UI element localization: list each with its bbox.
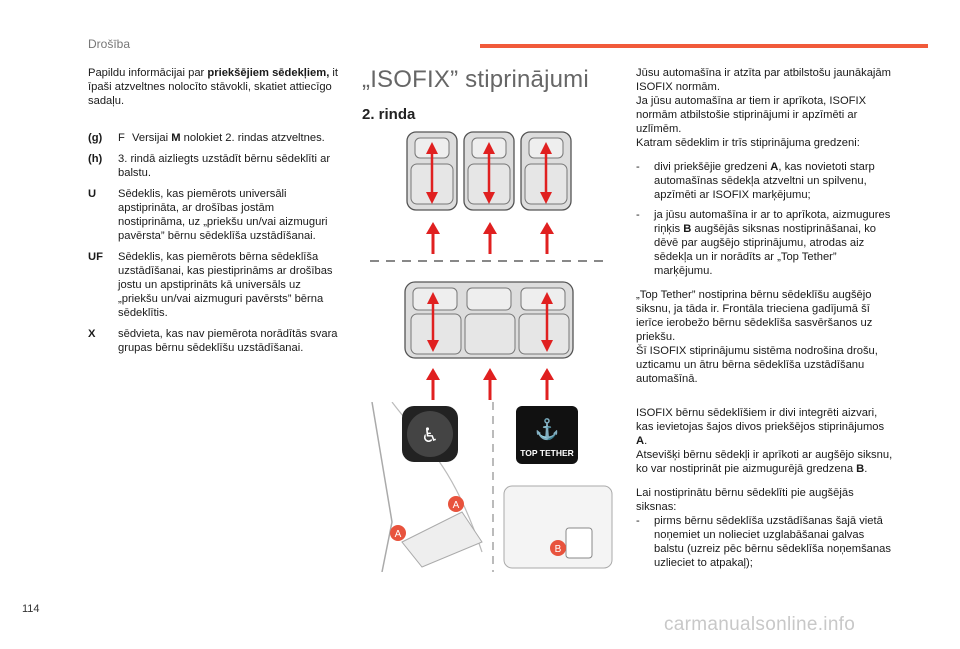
legend-item: (h) 3. rindā aizliegts uzstādīt bērnu sēdeklīti ar balstu. xyxy=(88,153,331,179)
marker-a-2: A xyxy=(394,529,402,540)
marker-b: B xyxy=(554,544,562,555)
list-item: - divi priekšējie gredzeni A, kas novietoti starp automašīnas sēdekļa atzveltni un spilvenu, apzīmēti ar ISOFIX marķējumu; xyxy=(636,161,875,201)
seat-diagram-top xyxy=(395,128,585,278)
list-item: - ja jūsu automašīna ir ar to aprīkota, aizmugures riņķis B augšējās siksnas nostiprināšanai, ko dēvē par augšējo stiprinājumu, atrodas aiz sēdekļa un ir norādīts ar „Top Tether” marķējumu. xyxy=(636,209,891,277)
paragraph: „Top Tether” nostiprina bērnu sēdeklīšu augšējo siksnu, ja tāda ir. Frontāla trieciena gadījumā šī ierīce ierobežo bērnu sēdeklīša sasvēršanos uz priekšu. Šī ISOFIX stiprinājumu sistēma nodrošina drošu, uzticamu un ātru bērna sēdeklīša uzstādīšanu automašīnā. xyxy=(636,289,878,385)
seat-diagram-bottom xyxy=(395,280,585,402)
watermark: carmanualsonline.info xyxy=(664,614,856,635)
legend-item: (g) F Versijai M nolokiet 2. rindas atzveltnes. xyxy=(88,132,325,144)
list-item: - pirms bērnu sēdeklīša uzstādīšanas šajā vietā noņemiet un nolieciet uzglabāšanai galvas balstu (uzreiz pēc bērnu sēdeklīša noņemšanas uzlieciet to atpakaļ); xyxy=(636,515,891,569)
svg-text:♿: ♿ xyxy=(421,423,439,447)
intro-paragraph: Papildu informācijai par priekšējiem sēdekļiem, it īpaši atzveltnes nolocīto stāvokli, skatiet attiecīgo sadaļu. xyxy=(88,67,339,107)
legend-item: X sēdvieta, kas nav piemērota norādītās svara grupas bērnu sēdeklīšu uzstādīšanai. xyxy=(88,328,338,354)
isofix-title: „ISOFIX” stiprinājumi xyxy=(362,66,589,93)
isofix-photo xyxy=(362,402,492,572)
top-tether-photo xyxy=(496,402,616,572)
row-title: 2. rinda xyxy=(362,106,416,123)
legend-list xyxy=(88,131,343,355)
top-tether-label: TOP TETHER xyxy=(520,448,574,458)
marker-a-1: A xyxy=(452,500,460,511)
header-accent-bar xyxy=(480,44,928,48)
paragraph: Jūsu automašīna ir atzīta par atbilstošu jaunākajām ISOFIX normām. Ja jūsu automašīna ar tiem ir aprīkota, ISOFIX normām atbilstošie stiprinājumi ir apzīmēti ar uzlīmēm. Katram sēdeklim ir trīs stiprinājuma gredzeni: xyxy=(636,67,891,149)
legend-item: U Sēdeklis, kas piemērots universāli apstiprināta, ar drošības jostām nostiprināma, uz „priekšu un/vai aizmuguri pavērsta” bērnu sēdeklīša uzstādīšanai. xyxy=(88,188,328,242)
column-middle xyxy=(362,66,607,123)
section-label: Drošība xyxy=(88,37,131,51)
column-right xyxy=(636,66,896,576)
paragraph: Lai nostiprinātu bērnu sēdeklīti pie augšējās siksnas: xyxy=(636,487,854,513)
dashed-separator xyxy=(370,258,610,264)
svg-text:⚓: ⚓ xyxy=(534,419,560,441)
column-left xyxy=(88,66,343,362)
photo-divider xyxy=(491,402,495,572)
page-number: 114 xyxy=(22,603,40,615)
legend-item: UF Sēdeklis, kas piemērots bērna sēdeklīša uzstādīšanai, kas piestiprināms ar drošības jostu un apstiprināts kā universāls uz „priekšu un/vai aizmuguri pavērsts” bērna sēdeklītis. xyxy=(88,251,333,319)
bullet-icon: F xyxy=(118,132,125,144)
paragraph: ISOFIX bērnu sēdeklīšiem ir divi integrēti aizvari, kas ievietojas šajos divos priekšējos stiprinājumos A. Atsevišķi bērnu sēdekļi ir aprīkoti ar augšējo siksnu, ko var nostiprināt pie aizmugurējā gredzena B. xyxy=(636,407,893,475)
